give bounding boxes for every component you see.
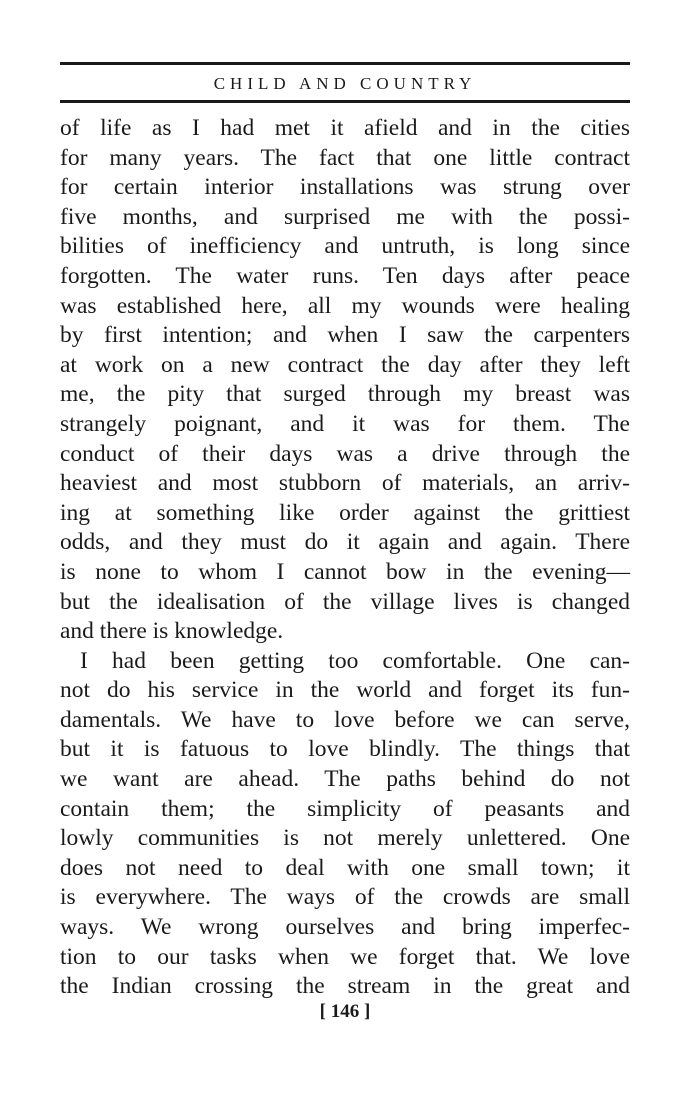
text-line: five months, and surprised me with the possi- [60,203,630,230]
text-line: but it is fatuous to love blindly. The things that [60,736,630,763]
text-line: and there is knowledge. [60,618,284,645]
text-line: is everywhere. The ways of the crowds are small [60,884,630,911]
text-line: heaviest and most stubborn of materials, an arriv- [60,470,630,497]
page-number: [ 146 ] [319,1001,371,1022]
text-line: for certain interior installations was strung over [60,174,630,201]
text-line: me, the pity that surged through my breast was [60,381,630,408]
running-title: CHILD AND COUNTRY [213,74,477,93]
text-line: for many years. The fact that one little contract [60,144,630,171]
text-line: was established here, all my wounds were healing [60,292,630,319]
text-line: we want are ahead. The paths behind do not [60,766,630,793]
text-line: of life as I had met it afield and in the cities [60,115,630,141]
text-line: damentals. We have to love before we can serve, [60,706,630,733]
text-line: bilities of inefficiency and untruth, is long since [60,233,630,260]
paragraph-2 [60,647,630,1002]
text-line: the Indian crossing the stream in the great and [60,973,630,1000]
body-text [60,114,630,1002]
text-line: contain them; the simplicity of peasants and [60,795,630,822]
header-rule-top [60,62,630,65]
text-line: is none to whom I cannot bow in the evening— [60,558,630,585]
text-line: lowly communities is not merely unlettered. One [60,825,630,852]
text-line: ways. We wrong ourselves and bring imperfec- [60,914,630,941]
text-line: by first intention; and when I saw the carpenters [60,322,630,349]
text-line: odds, and they must do it again and again. There [60,529,630,556]
text-line: conduct of their days was a drive through the [60,440,630,467]
paragraph-1 [60,114,630,647]
text-line: tion to our tasks when we forget that. We love [60,943,630,970]
text-line: ing at something like order against the grittiest [60,499,630,526]
text-line: not do his service in the world and forget its fun- [60,677,630,704]
text-line: strangely poignant, and it was for them. The [60,410,630,437]
header-rule-bottom [60,100,630,103]
text-line: does not need to deal with one small town; it [60,854,630,881]
text-line: at work on a new contract the day after they left [60,351,630,378]
text-line: I had been getting too comfortable. One can- [80,647,630,674]
text-line: forgotten. The water runs. Ten days after peace [60,262,630,289]
text-line: but the idealisation of the village lives is changed [60,588,630,615]
